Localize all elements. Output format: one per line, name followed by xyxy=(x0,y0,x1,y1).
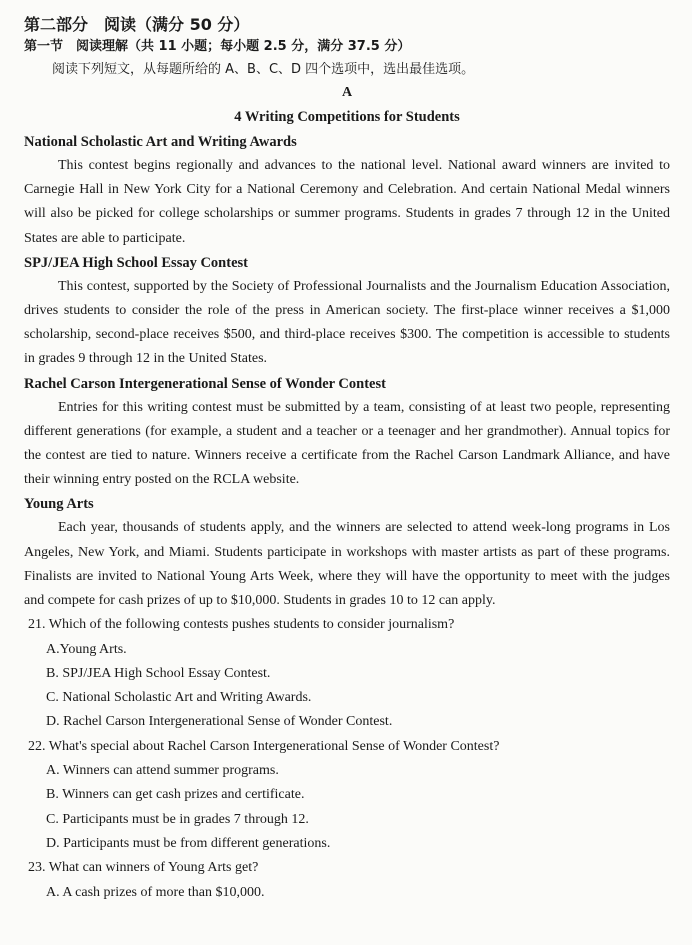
contest-block xyxy=(24,251,670,372)
option-a: A.Young Arts. xyxy=(46,641,127,657)
option-b: B. Winners can get cash prizes and certificate. xyxy=(46,787,305,803)
contest-block xyxy=(24,372,670,493)
question-stem: 21. Which of the following contests pushes students to consider journalism? xyxy=(28,617,455,633)
question-block xyxy=(24,613,670,734)
contest-block xyxy=(24,130,670,251)
question-block xyxy=(24,735,670,856)
contest-heading: Young Arts xyxy=(24,496,94,513)
contest-heading: Rachel Carson Intergenerational Sense of Wonder Contest xyxy=(24,375,386,392)
passage-letter: A xyxy=(341,85,353,100)
contest-text: This contest, supported by the Society of Professional Journalists and the Journalism Education Association, drives students to consider the role of the press in American society. The first-place winner receives a $1,000 scholarship, second-place receives $500, and third-place receives $300. The competition is accessible to students in grades 9 through 12 in the United States. xyxy=(24,278,670,367)
part-heading: 第二部分 阅读（满分 50 分） xyxy=(24,15,250,34)
option-c: C. National Scholastic Art and Writing Awards. xyxy=(46,690,312,706)
contest-heading: National Scholastic Art and Writing Awards xyxy=(24,134,297,150)
contest-heading: SPJ/JEA High School Essay Contest xyxy=(24,254,248,271)
option-c: C. Participants must be in grades 7 through 12. xyxy=(46,811,309,827)
question-stem: 23. What can winners of Young Arts get? xyxy=(28,860,259,876)
option-a: A. Winners can attend summer programs. xyxy=(46,763,279,779)
contest-text: Each year, thousands of students apply, and the winners are selected to attend week-long programs in Los Angeles, New York, and Miami. Students participate in workshops with master artists as part of these programs. Finalists are invited to National Young Arts Week, where they will have the opportunity to meet with the judges and compete for cash prizes of up to $10,000. Students in grades 10 to 12 can apply. xyxy=(24,520,670,609)
option-d: D. Participants must be from different generations. xyxy=(46,835,331,851)
instructions: 阅读下列短文，从每题所给的 A、B、C、D 四个选项中，选出最佳选项。 xyxy=(52,62,475,77)
option-a: A. A cash prizes of more than $10,000. xyxy=(46,884,265,900)
question-stem: 22. What's special about Rachel Carson Intergenerational Sense of Wonder Contest? xyxy=(28,738,500,754)
contest-text: Entries for this writing contest must be submitted by a team, consisting of at least two people, representing different generations (for example, a student and a teacher or a teenager and her grandmother). Annual topics for the contest are tied to nature. Winners receive a certificate from the Rachel Carson Landmark Alliance, and have their winning entry posted on the RCLA website. xyxy=(24,399,670,488)
question-block xyxy=(24,856,670,905)
section-heading: 第一节 阅读理解（共 11 小题；每小题 2.5 分，满分 37.5 分） xyxy=(24,39,411,54)
contest-text: This contest begins regionally and advances to the national level. National award winners are invited to Carnegie Hall in New York City for a National Ceremony and Celebration. And certain National Medal winners will also be picked for college scholarships or summer programs. Students in grades 7 through 12 in the United States are able to participate. xyxy=(24,158,670,246)
passage-title: 4 Writing Competitions for Students xyxy=(234,109,460,125)
option-b: B. SPJ/JEA High School Essay Contest. xyxy=(46,665,271,681)
option-d: D. Rachel Carson Intergenerational Sense of Wonder Contest. xyxy=(46,714,393,730)
contest-block xyxy=(24,492,670,613)
